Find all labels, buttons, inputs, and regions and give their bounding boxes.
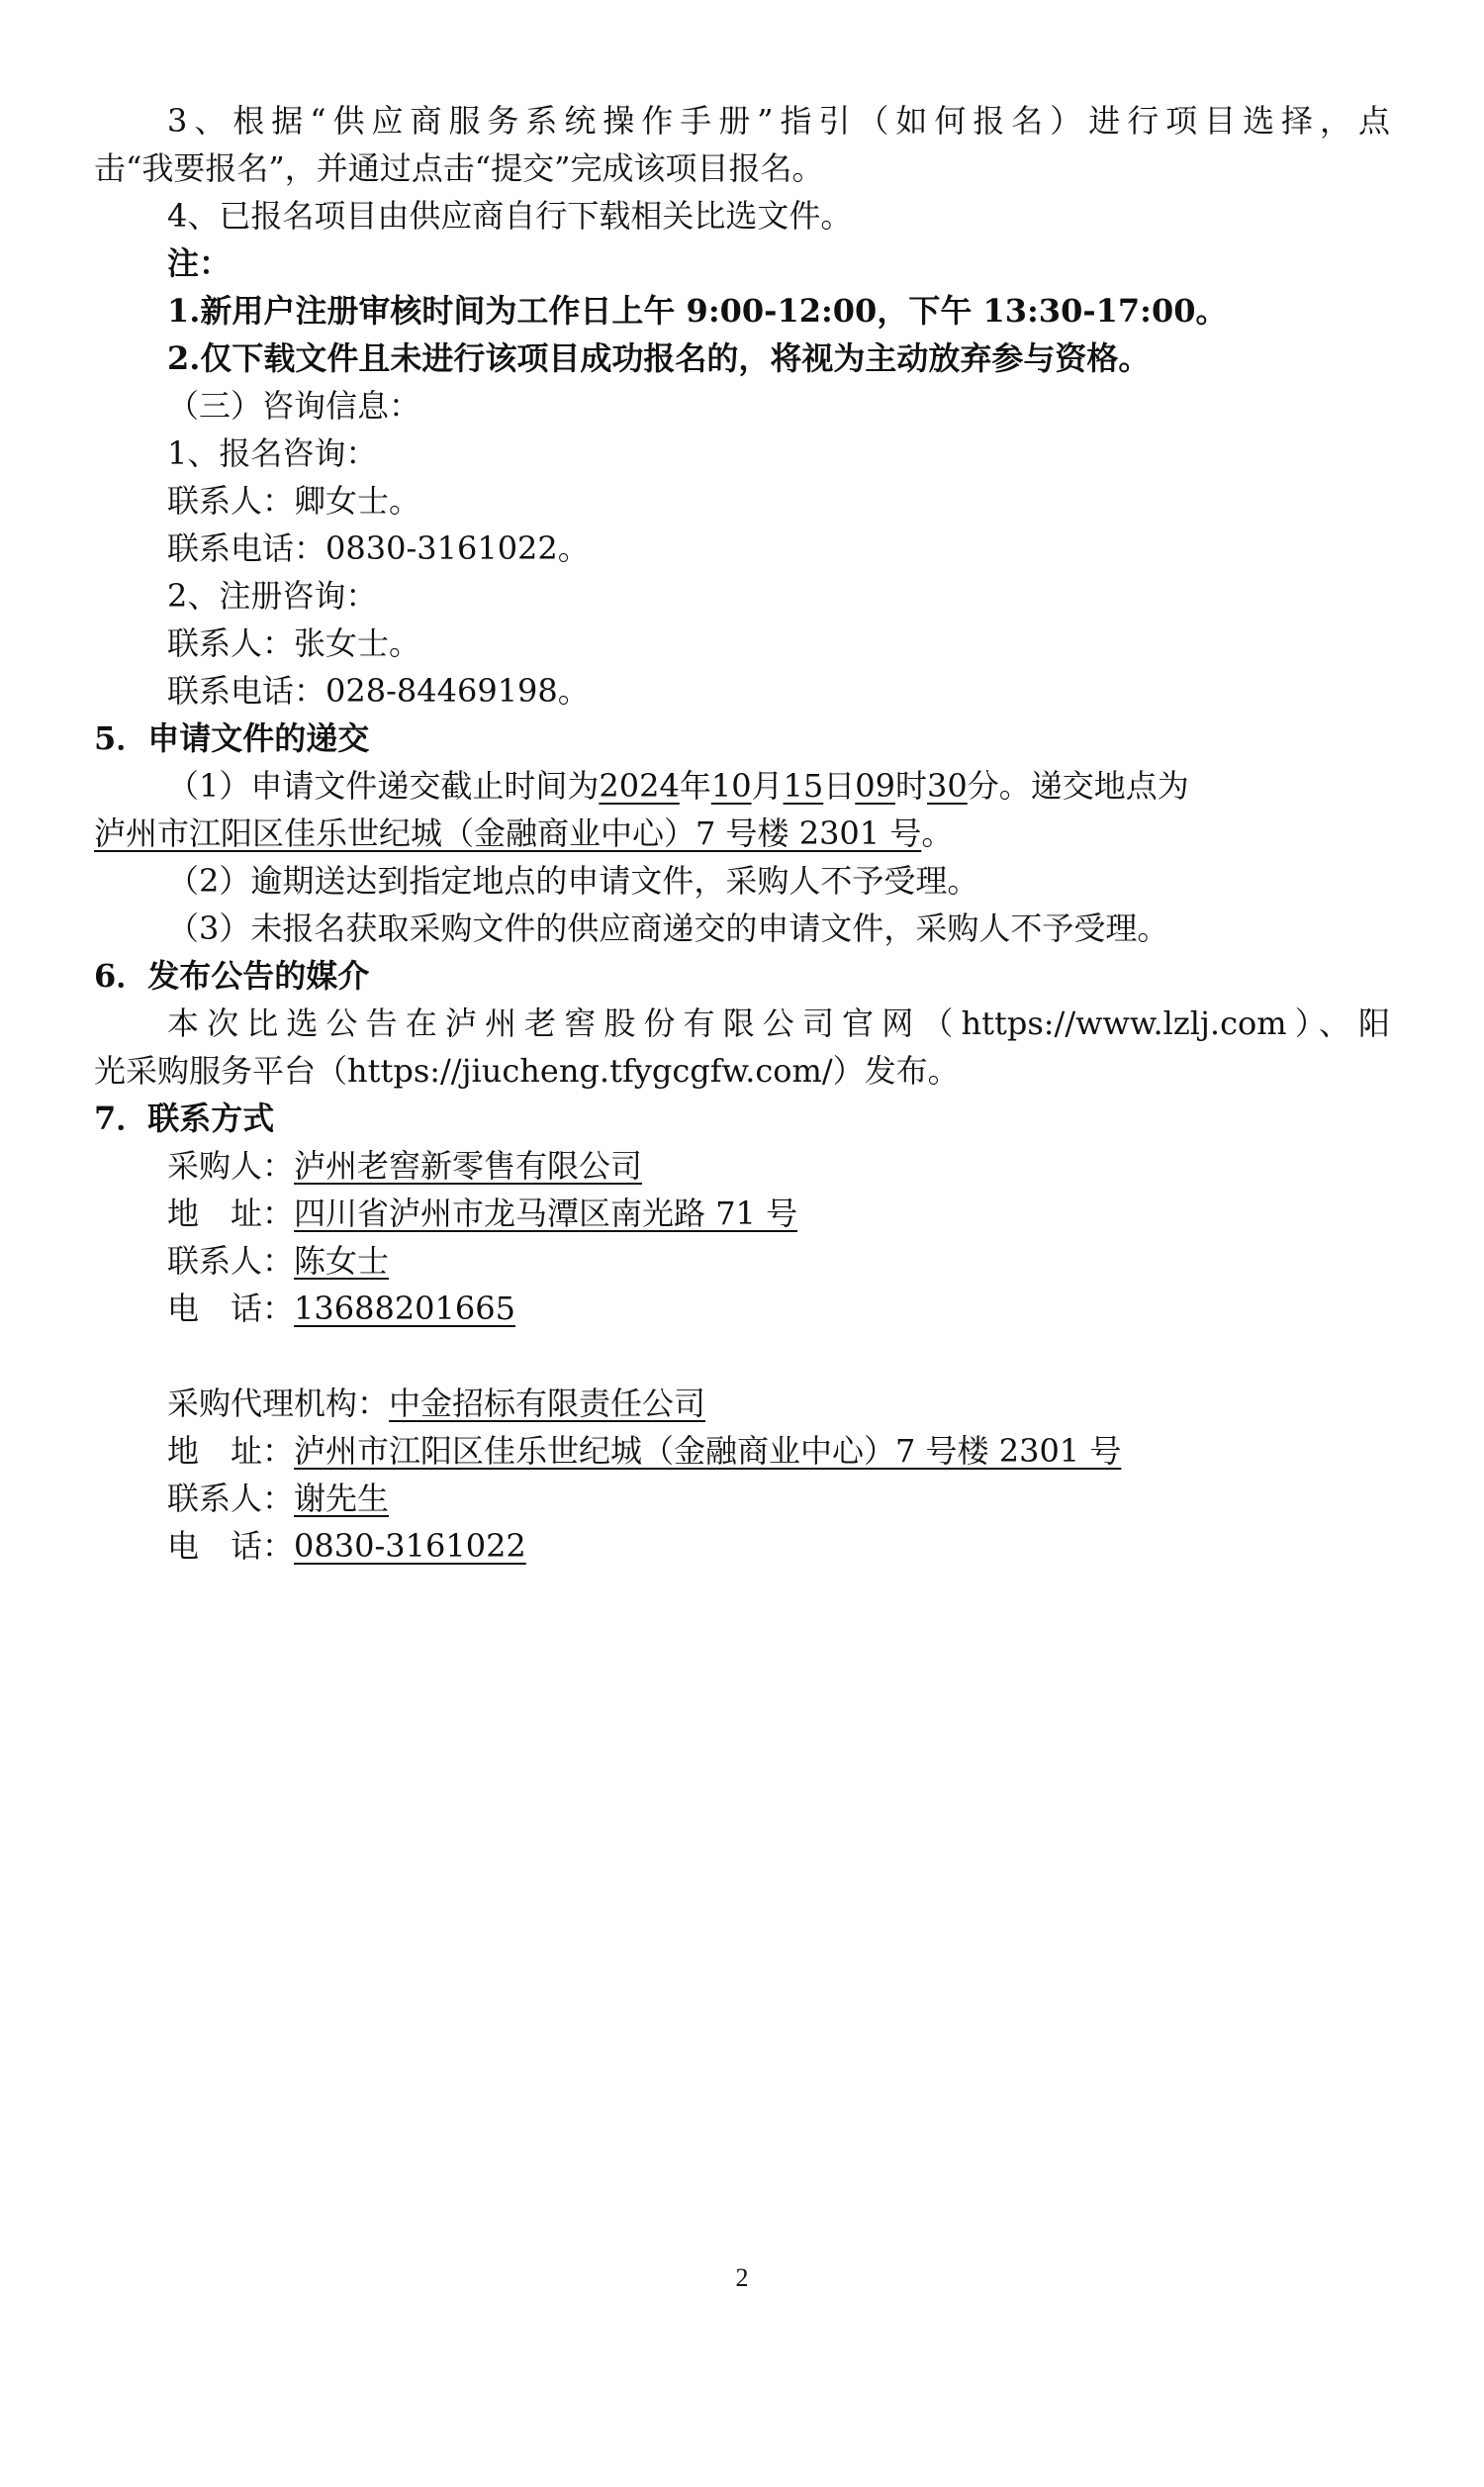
- submission-address-end: 。: [921, 814, 954, 852]
- buyer-phone-value: 13688201665: [294, 1290, 515, 1327]
- note-1: 1.新用户注册审核时间为工作日上午 9:00-12:00，下午 13:30-17:00。: [167, 292, 1228, 330]
- note-2: 2.仅下载文件且未进行该项目成功报名的，将视为主动放弃参与资格。: [167, 339, 1151, 377]
- register-contact: 联系人：张女士。: [167, 624, 421, 662]
- agent-value: 中金招标有限责任公司: [389, 1385, 706, 1422]
- agent-label: 采购代理机构：: [167, 1385, 390, 1422]
- section6-line2: 光采购服务平台（https://jiucheng.tfygcgfw.com/）发布。: [94, 1052, 960, 1090]
- deadline-year-unit: 年: [679, 767, 711, 805]
- section5-paragraph2: （2）逾期送达到指定地点的申请文件，采购人不予受理。: [167, 862, 979, 900]
- buyer-phone-label: 电 话：: [167, 1290, 295, 1327]
- signup-phone: 联系电话：0830-3161022。: [167, 529, 590, 567]
- section5-paragraph1: [94, 762, 1390, 810]
- agent-phone-row: [94, 1522, 1390, 1570]
- section6-line1: 本次比选公告在泸州老窖股份有限公司官网（https://www.lzlj.com）、阳: [167, 1004, 1390, 1042]
- buyer-contact-value: 陈女士: [294, 1242, 390, 1280]
- agent-address-value: 泸州市江阳区佳乐世纪城（金融商业中心）7 号楼 2301 号: [294, 1432, 1122, 1470]
- deadline-month: 10: [710, 767, 752, 805]
- agent-contact-value: 谢先生: [294, 1480, 390, 1517]
- document-body: [94, 97, 1390, 1570]
- agent-contact-label: 联系人：: [167, 1480, 295, 1517]
- blank-line: [94, 1332, 1390, 1380]
- deadline-day: 15: [783, 767, 824, 805]
- register-phone: 联系电话：028-84469198。: [167, 672, 590, 710]
- section6-heading: 6．发布公告的媒介: [94, 957, 370, 995]
- register-consult-title: 2、注册咨询：: [167, 577, 378, 615]
- deadline-hour-unit: 时: [895, 767, 928, 805]
- agent-row: [94, 1380, 1390, 1427]
- buyer-row: [94, 1142, 1390, 1190]
- buyer-contact-label: 联系人：: [167, 1242, 295, 1280]
- section5-heading: 5．申请文件的递交: [94, 719, 370, 757]
- section5-paragraph3: （3）未报名获取采购文件的供应商递交的申请文件，采购人不予受理。: [167, 909, 1169, 947]
- buyer-value: 泸州老窖新零售有限公司: [294, 1147, 643, 1185]
- deadline-minute-unit: 分。递交地点为: [967, 767, 1189, 805]
- agent-address-row: [94, 1427, 1390, 1475]
- buyer-contact-row: [94, 1237, 1390, 1285]
- signup-consult-title: 1、报名咨询：: [167, 434, 378, 472]
- signup-contact: 联系人：卿女士。: [167, 482, 421, 520]
- deadline-minute: 30: [927, 767, 968, 805]
- agent-phone-value: 0830-3161022: [294, 1527, 526, 1565]
- deadline-year: 2024: [599, 767, 680, 805]
- deadline-month-unit: 月: [751, 767, 784, 805]
- buyer-address-label: 地 址：: [167, 1195, 295, 1232]
- deadline-hour: 09: [855, 767, 896, 805]
- step3-line1: 3、根据“供应商服务系统操作手册”指引（如何报名）进行项目选择，点: [167, 102, 1390, 140]
- section7-heading: 7．联系方式: [94, 1100, 275, 1137]
- step3-line2: 击“我要报名”，并通过点击“提交”完成该项目报名。: [94, 149, 824, 187]
- agent-address-label: 地 址：: [167, 1432, 295, 1470]
- step4: 4、已报名项目由供应商自行下载相关比选文件。: [167, 197, 853, 235]
- buyer-address-value: 四川省泸州市龙马潭区南光路 71 号: [294, 1195, 798, 1232]
- buyer-address-row: [94, 1190, 1390, 1237]
- deadline-prefix: （1）申请文件递交截止时间为: [167, 767, 600, 805]
- page-number: 2: [735, 2263, 749, 2292]
- section5-address-line: [94, 810, 1390, 857]
- submission-address: 泸州市江阳区佳乐世纪城（金融商业中心）7 号楼 2301 号: [94, 814, 922, 852]
- agent-contact-row: [94, 1475, 1390, 1522]
- buyer-phone-row: [94, 1285, 1390, 1332]
- notes-label: 注：: [167, 244, 232, 282]
- agent-phone-label: 电 话：: [167, 1527, 295, 1565]
- deadline-day-unit: 日: [823, 767, 856, 805]
- consult-title: （三）咨询信息：: [167, 387, 421, 425]
- buyer-label: 采购人：: [167, 1147, 295, 1185]
